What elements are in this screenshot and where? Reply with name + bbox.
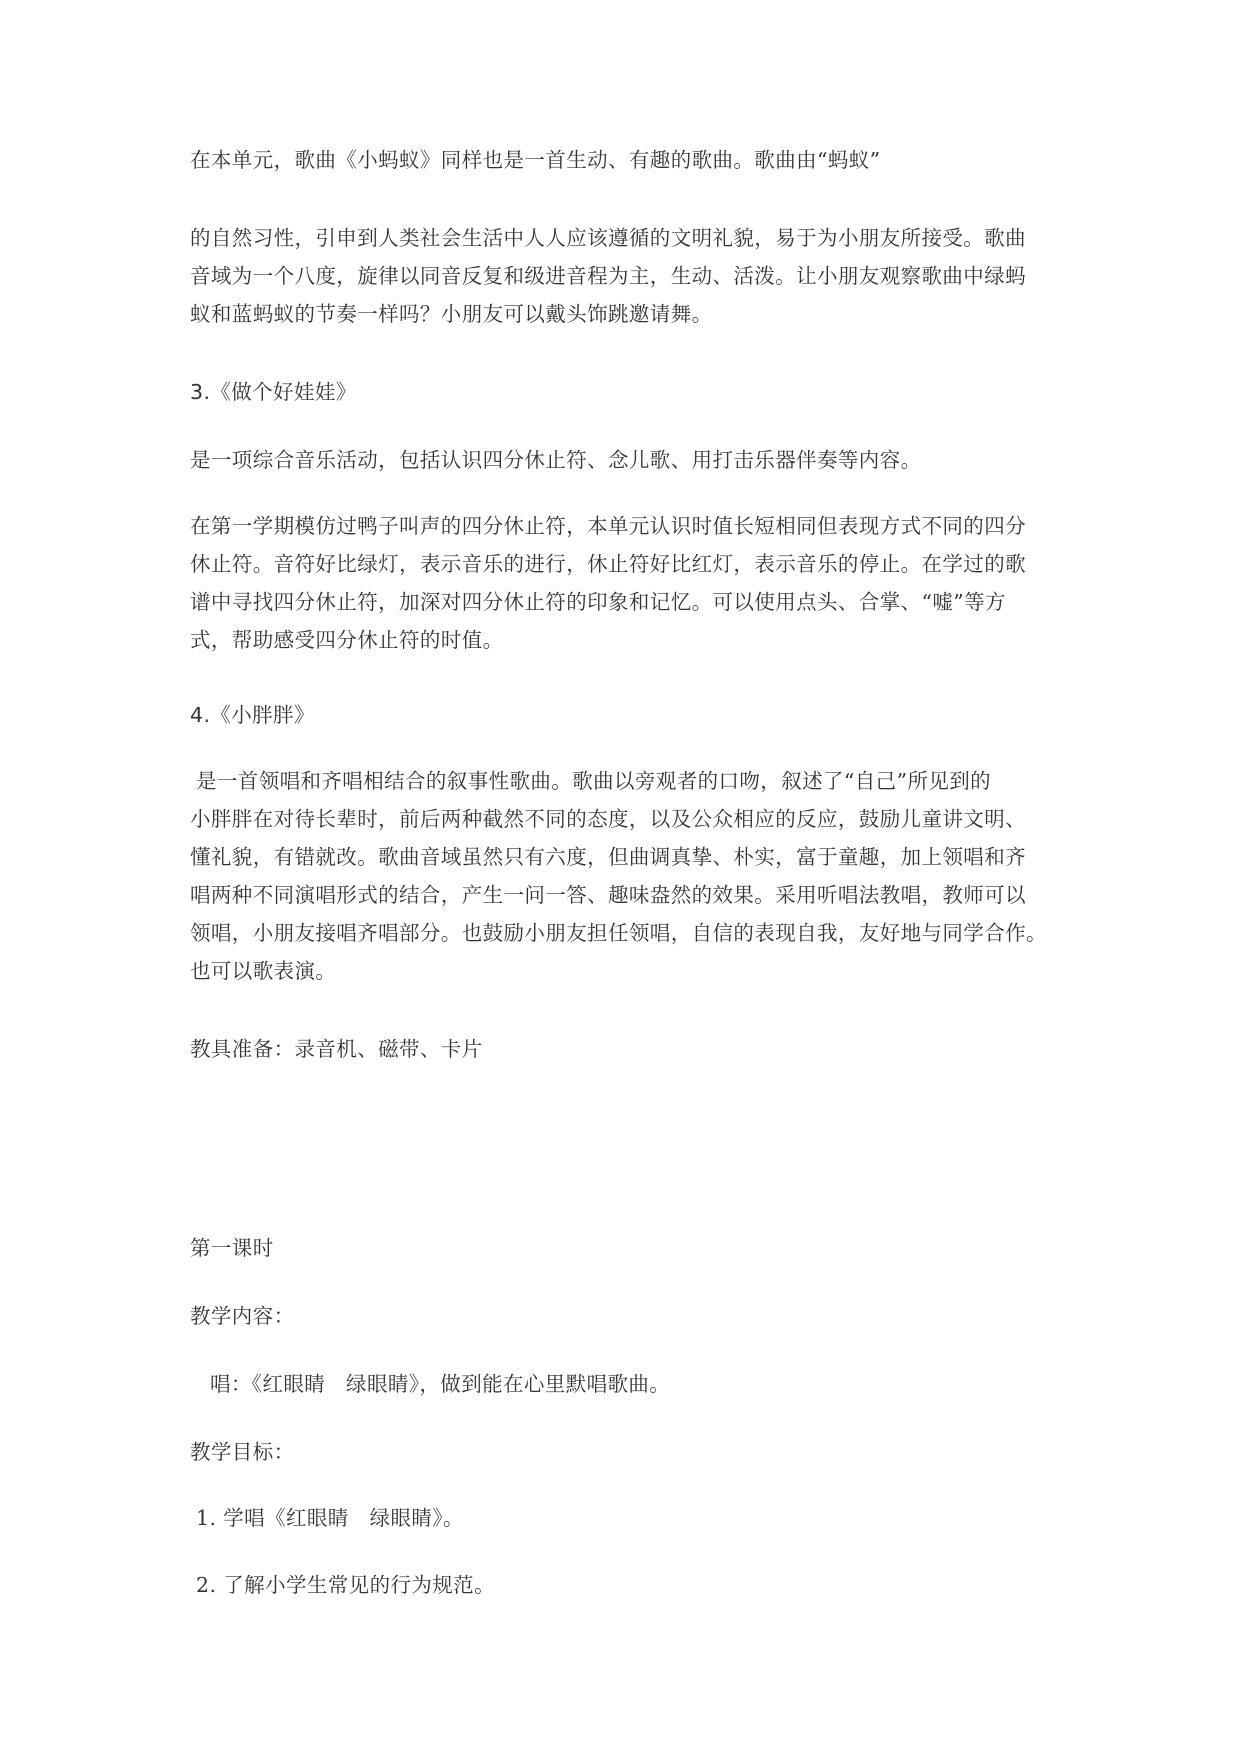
section-number: 4. (190, 703, 211, 727)
paragraph-line: 音域为一个八度，旋律以同音反复和级进音程为主，生动、活泼。让小朋友观察歌曲中绿蚂 (190, 264, 1026, 288)
paragraph-line: 领唱，小朋友接唱齐唱部分。也鼓励小朋友担任领唱，自信的表现自我，友好地与同学合作。 (190, 921, 1047, 945)
teaching-goal-1 (190, 1499, 1058, 1537)
paragraph-line: 在本单元，歌曲《小蚂蚁》同样也是一首生动、有趣的歌曲。歌曲由“蚂蚁” (190, 148, 881, 172)
paragraph-line: 谱中寻找四分休止符，加深对四分休止符的印象和记忆。可以使用点头、合掌、“嘘”等方 (190, 590, 1006, 614)
paragraph-line: 蚁和蓝蚂蚁的节奏一样吗？小朋友可以戴头饰跳邀请舞。 (190, 302, 713, 326)
section-title: 《做个好娃娃》 (210, 380, 357, 404)
section-heading-4 (190, 696, 1058, 734)
teaching-content-label (190, 1297, 1058, 1335)
teaching-goal-2 (190, 1566, 1058, 1604)
paragraph-line: 在第一学期模仿过鸭子叫声的四分休止符，本单元认识时值长短相同但表现方式不同的四分 (190, 514, 1026, 538)
goal-text: 学唱《红眼睛 绿眼睛》。 (223, 1506, 464, 1530)
paragraph-line: 也可以歌表演。 (190, 959, 337, 983)
paragraph-rest-note-description (190, 507, 1058, 659)
lesson-heading (190, 1229, 1058, 1267)
paragraph-line: 小胖胖在对待长辈时，前后两种截然不同的态度，以及公众相应的反应，鼓励儿童讲文明、 (190, 807, 1026, 831)
paragraph-line: 懂礼貌，有错就改。歌曲音域虽然只有六度，但曲调真挚、朴实，富于童趣，加上领唱和齐 (190, 845, 1026, 869)
goal-number: 2. (196, 1573, 217, 1597)
paragraph-line: 的自然习性，引申到人类社会生活中人人应该遵循的文明礼貌，易于为小朋友所接受。歌曲 (190, 226, 1026, 250)
goal-line (190, 1566, 1058, 1604)
paragraph-good-child-summary (190, 441, 1058, 479)
paragraph-intro-ant-song (190, 141, 1058, 179)
paragraph-line: 教学内容： (190, 1304, 295, 1328)
teaching-goals-label (190, 1433, 1058, 1471)
section-number: 3. (190, 380, 211, 404)
paragraph-line: 休止符。音符好比绿灯，表示音乐的进行，休止符好比红灯，表示音乐的停止。在学过的歌 (190, 552, 1026, 576)
paragraph-line: 教具准备：录音机、磁带、卡片 (190, 1037, 483, 1061)
paragraph-line: 唱两种不同演唱形式的结合，产生一问一答、趣味盎然的效果。采用听唱法教唱，教师可以 (190, 883, 1026, 907)
paragraph-equipment (190, 1030, 1058, 1068)
goal-number: 1. (196, 1506, 217, 1530)
section-heading-3 (190, 373, 1058, 411)
goal-text: 了解小学生常见的行为规范。 (223, 1573, 495, 1597)
teaching-content-text (190, 1365, 1058, 1403)
paragraph-line: 教学目标： (190, 1440, 295, 1464)
goal-line (190, 1499, 1058, 1537)
paragraph-line: 是一项综合音乐活动，包括认识四分休止符、念儿歌、用打击乐器伴奏等内容。 (190, 448, 922, 472)
section-title: 《小胖胖》 (210, 703, 315, 727)
paragraph-line: 第一课时 (190, 1236, 274, 1260)
paragraph-line: 是一首领唱和齐唱相结合的叙事性歌曲。歌曲以旁观者的口吻，叙述了“自己”所见到的 (196, 769, 992, 793)
paragraph-line: 唱：《红眼睛 绿眼睛》，做到能在心里默唱歌曲。 (210, 1372, 671, 1396)
paragraph-little-fatty-description (190, 762, 1058, 990)
paragraph-line: 式，帮助感受四分休止符的时值。 (190, 628, 504, 652)
paragraph-ant-song-description (190, 219, 1058, 333)
section-heading-line (190, 373, 1058, 411)
section-heading-line (190, 696, 1058, 734)
